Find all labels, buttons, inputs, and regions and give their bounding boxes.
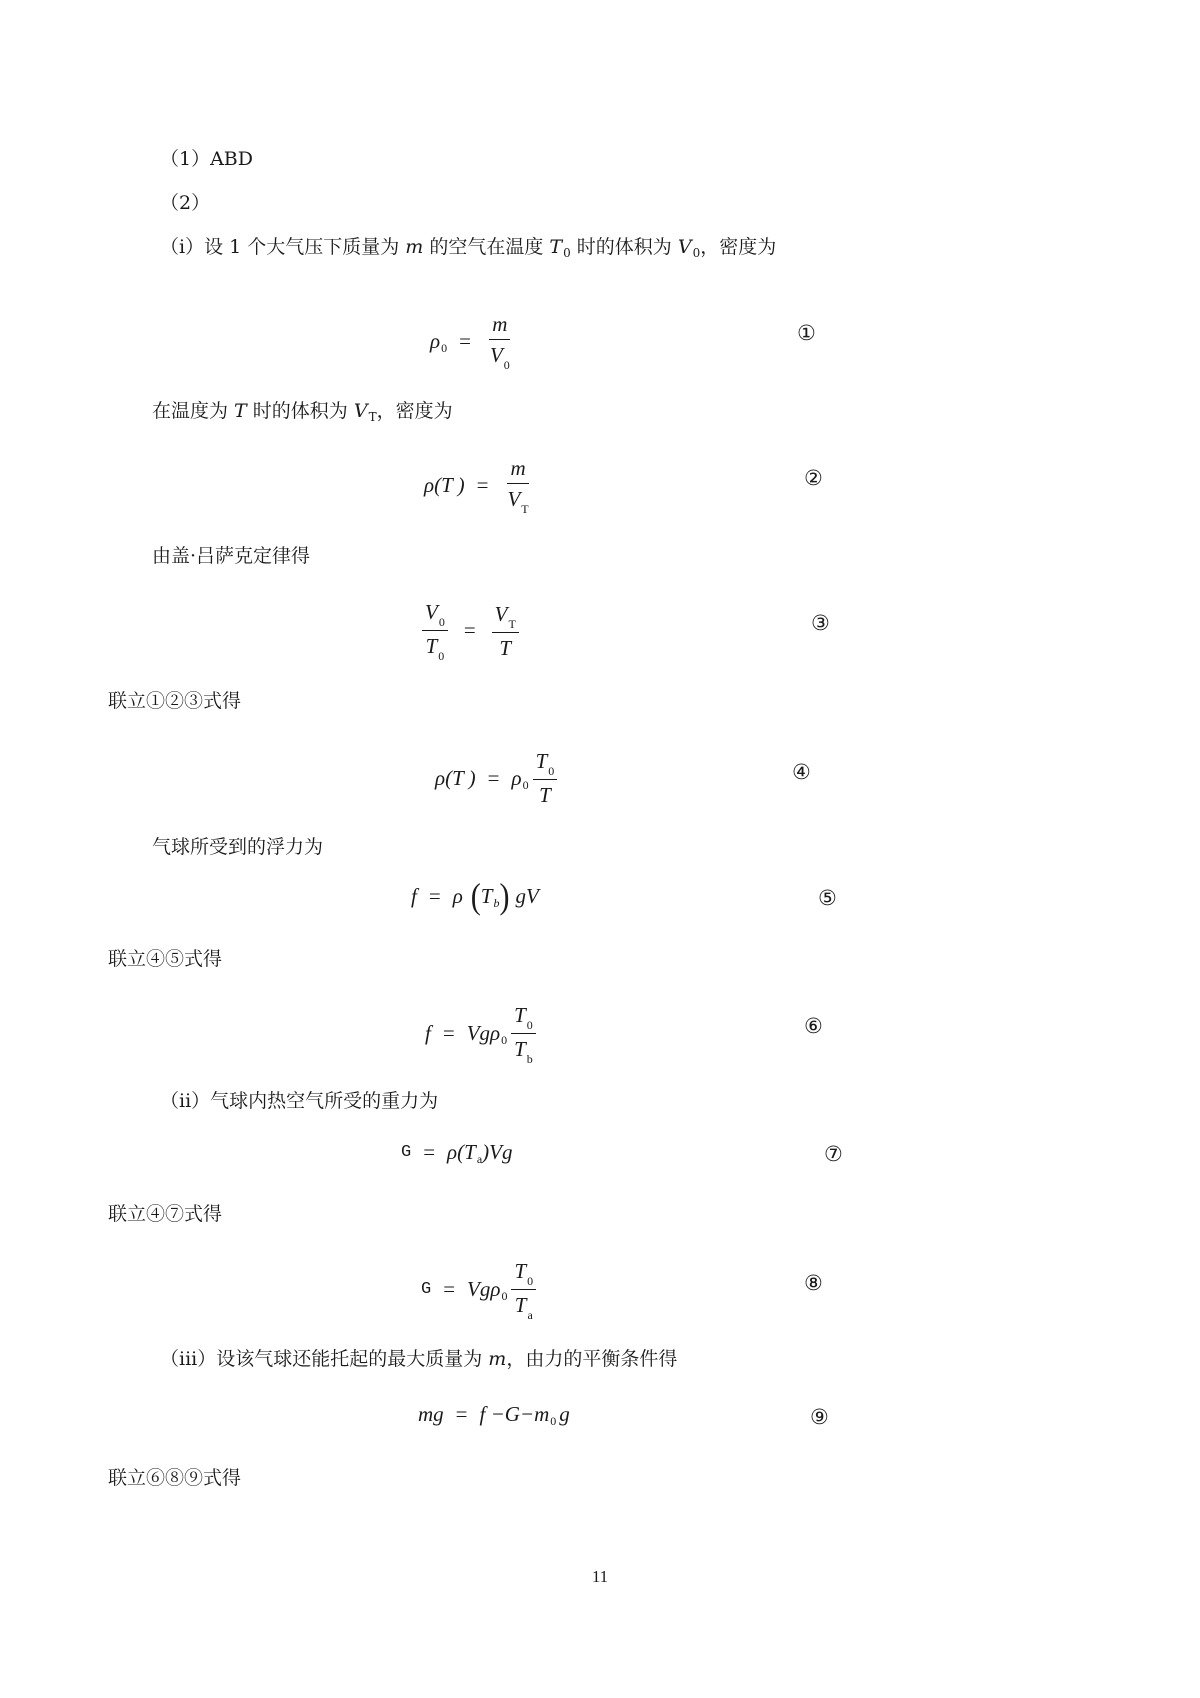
paragraph-combine-689: 联立⑥⑧⑨式得	[108, 1467, 242, 1489]
paragraph-combine-123: 联立①②③式得	[108, 690, 242, 712]
equation-number: ⑦	[824, 1142, 843, 1166]
paragraph-i-setup: （i）设 1 个大气压下质量为 m 的空气在温度 $T_0$ 时的体积为 $V_0$，密度为	[160, 236, 777, 260]
paragraph-combine-47: 联立④⑦式得	[108, 1203, 223, 1225]
equation-number: ⑤	[818, 886, 837, 910]
paragraph-gay-lussac: 由盖·吕萨克定律得	[152, 545, 311, 567]
paragraph-temperature-T: 在温度为 T 时的体积为 $V_T$，密度为	[152, 400, 453, 424]
paragraph-iii-max-mass: （iii）设该气球还能托起的最大质量为 m，由力的平衡条件得	[160, 1348, 678, 1370]
equation-7: G = ρ(T a )Vg	[401, 1140, 513, 1166]
fraction: $\frac{m}{V_0}$	[489, 312, 510, 372]
equation-number: ⑨	[810, 1405, 829, 1429]
paragraph-buoyancy: 气球所受到的浮力为	[152, 836, 324, 858]
equation-8: G = Vgρ 0 $\frac{T_0}{T_a}$	[421, 1259, 540, 1320]
page-number: 11	[591, 1567, 609, 1586]
equation-6: f = Vgρ 0 $\frac{T_0}{T_b}$	[425, 1003, 540, 1064]
equation-number: ④	[792, 760, 811, 784]
fraction: $\frac{T_0}{T_a}$	[511, 1259, 536, 1320]
equation-5: f = ρ ( T b ) gV	[411, 876, 539, 916]
equation-4: ρ(T ) = ρ 0 $\frac{T_0}{T}$	[435, 749, 561, 807]
paragraph-ii-gravity: （ii）气球内热空气所受的重力为	[160, 1090, 439, 1112]
equation-number: ⑧	[804, 1271, 823, 1295]
equation-number: ③	[811, 611, 830, 635]
equation-number: ②	[804, 466, 823, 490]
fraction: $\frac{m}{V_T}$	[507, 456, 529, 516]
fraction: $\frac{T_0}{T}$	[533, 749, 558, 807]
equation-3: $\frac{V_0}{T_0}$ = $\frac{V_T}{T}$	[418, 600, 523, 661]
paragraph-combine-45: 联立④⑤式得	[108, 948, 223, 970]
equation-1: ρ 0 = $\frac{m}{V_0}$	[430, 312, 517, 370]
equation-number: ①	[797, 321, 816, 345]
part-1-answer: （1）ABD	[160, 148, 254, 170]
equation-number: ⑥	[804, 1014, 823, 1038]
equation-9: mg = f −G−m 0 g	[418, 1402, 570, 1428]
fraction: $\frac{V_0}{T_0}$	[422, 600, 448, 661]
equation-2: ρ(T ) = $\frac{m}{V_T}$	[424, 456, 536, 514]
fraction: $\frac{T_0}{T_b}$	[511, 1003, 536, 1064]
fraction: $\frac{V_T}{T}$	[492, 602, 519, 660]
part-2-label: （2）	[160, 192, 211, 214]
